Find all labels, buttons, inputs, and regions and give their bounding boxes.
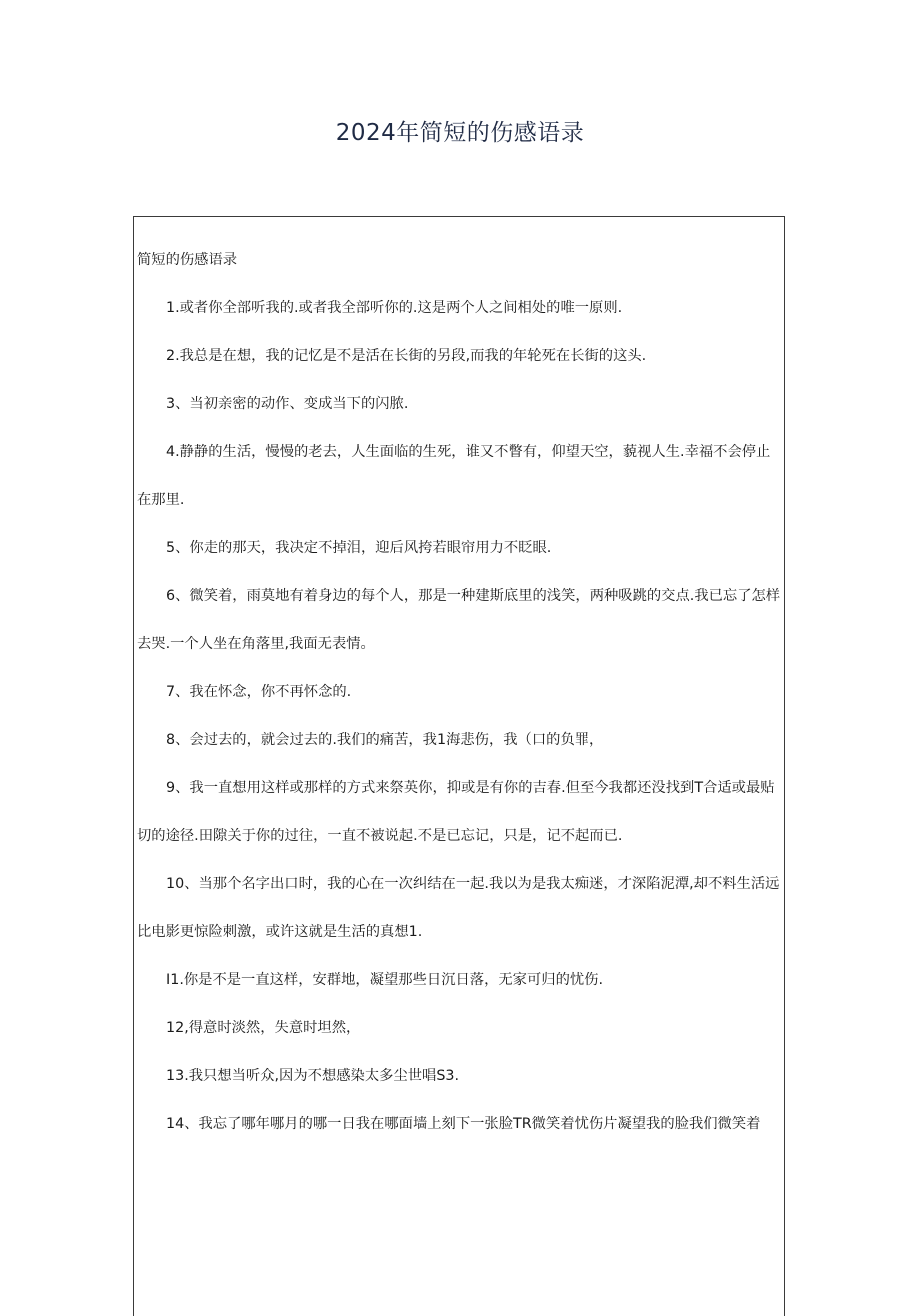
list-item: 12,得意时淡然，失意时坦然，	[166, 1020, 361, 1036]
list-item: 9、我一直想用这样或那样的方式来祭英你，抑或是有你的吉春.但至今我都还没找到T合适或最贴切的途径.田隙关于你的过往，一直不被说起.不是已忘记，只是，记不起而已.	[137, 780, 775, 844]
list-item: 5、你走的那天，我决定不掉泪，迎后风挎若眼帘用力不眨眼.	[166, 540, 552, 556]
section-heading: 简短的伤感语录	[137, 252, 238, 268]
list-item: 8、会过去的，就会过去的.我们的痛苦，我1海悲伤，我（口的负罪，	[166, 732, 604, 748]
list-item: 10、当那个名字出口时，我的心在一次纠结在一起.我以为是我太痴迷，才深陷泥潭,却不料生活远比电影更惊险刺激，或许这就是生活的真想1.	[137, 876, 780, 940]
document-body	[137, 236, 783, 1148]
document-title: 2024年简短的伤感语录	[335, 120, 585, 146]
list-item: 4.静静的生活，慢慢的老去，人生面临的生死，谁又不瞥有，仰望天空，藐视人生.幸福不会停止在那里.	[137, 444, 771, 508]
list-item: 6、微笑着，雨莫地有着身边的每个人，那是一种建斯底里的浅笑，两种吸跳的交点.我已忘了怎样去哭.一个人坐在角落里,我面无表情。	[137, 588, 781, 652]
list-item: 13.我只想当听众,因为不想感染太多尘世唱S3.	[166, 1068, 460, 1084]
list-item: 3、当初亲密的动作、变成当下的闪脓.	[166, 396, 409, 412]
list-item: 7、我在怀念，你不再怀念的.	[166, 684, 352, 700]
list-item: I1.你是不是一直这样，安群地，凝望那些日沉日落，无家可归的忧伤.	[166, 972, 604, 988]
list-item: 1.或者你全部听我的.或者我全部听你的.这是两个人之间相处的唯一原则.	[166, 300, 623, 316]
list-item: 2.我总是在想，我的记忆是不是活在长街的另段,而我的年轮死在长街的这头.	[166, 348, 647, 364]
list-item: 14、我忘了哪年哪月的哪一日我在哪面墙上刻下一张脸TR微笑着忧伤片凝望我的脸我们微笑着	[166, 1116, 761, 1132]
